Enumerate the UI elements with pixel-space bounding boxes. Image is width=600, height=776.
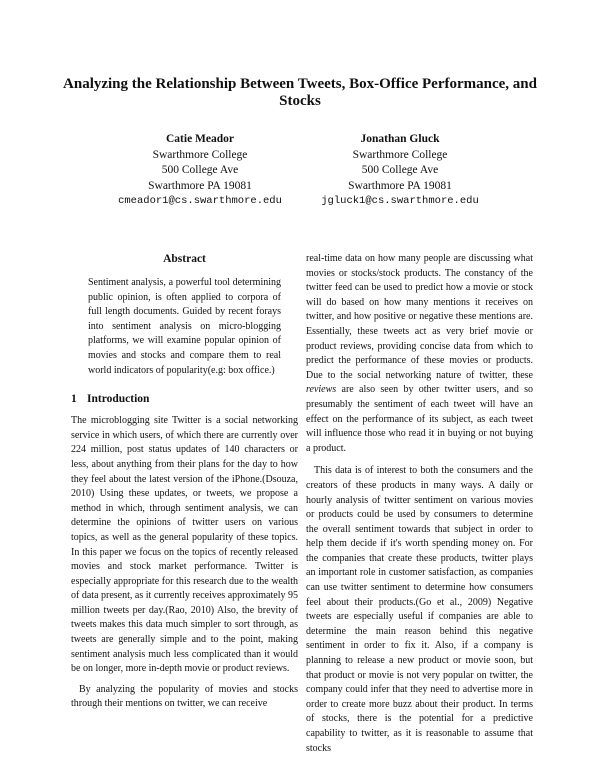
author-email: jgluck1@cs.swarthmore.edu: [321, 195, 479, 207]
author-address-line: Swarthmore PA 19081: [148, 179, 252, 192]
author-name: Catie Meador: [165, 133, 235, 145]
author-email: cmeador1@cs.swarthmore.edu: [118, 195, 282, 207]
paragraph-text: are also seen by other twitter users, and so presumably the sentiment of each tweet will have an effect on the performance of its subject, as each tweet will influence those who read it in buying or not buying a product.: [306, 384, 534, 454]
paragraph-text: real-time data on how many people are discussing what movies or stocks/stock products. The constancy of the twitter feed can be used to predict how a movie or stock will do based on how many mentions it receives on twitter, and how positive or negative these mentions are. Essentially, these tweets act as very brief movie or product reviews, providing concise data from which to predict the performance of these movies or products. Due to the social networking nature of twitter, these: [306, 253, 533, 381]
emphasized-word: reviews: [306, 384, 337, 396]
section-title: Introduction: [87, 393, 150, 406]
author-block-2: [300, 132, 500, 210]
right-column: [306, 252, 533, 756]
author-affiliation: Swarthmore College: [152, 148, 248, 161]
section-heading-introduction: [71, 392, 298, 406]
intro-paragraph-2-continued: [306, 252, 533, 456]
section-number: 1: [71, 393, 77, 406]
author-affiliation: Swarthmore College: [352, 148, 448, 161]
author-address-line: 500 College Ave: [361, 164, 439, 176]
intro-paragraph-2: By analyzing the popularity of movies and stocks through their mentions on twitter, we can receive: [71, 683, 298, 710]
paper-title: Analyzing the Relationship Between Tweets, Box-Office Performance, and Stocks: [63, 76, 537, 109]
author-address-line: Swarthmore PA 19081: [348, 179, 452, 192]
author-address-line: 500 College Ave: [161, 164, 239, 176]
abstract-text: Sentiment analysis, a powerful tool determining public opinion, is often applied to corpora of full length documents. Guided by recent forays into sentiment analysis on micro-blogging platforms, we will examine popular opinion of movies and stocks and compare them to real world indicators of popularity(e.g: box office.): [88, 277, 281, 376]
author-name: Jonathan Gluck: [360, 133, 440, 145]
intro-paragraph-1: The microblogging site Twitter is a social networking service in which users, of which there are currently over 224 million, post status updates of 140 characters or less, about anything from their plans for the day to how they feel about the latest version of the iPhone.(Dsouza, 2010) Using these updates, or tweets, we propose a method in which, through sentiment analysis, we can determine the opinions of twitter users on various topics, as well as the general popularity of these topics. In this paper we focus on the topics of recently released movies and stock market performance. Twitter is especially appropriate for this research due to the wealth of data present, as it currently receives approximately 95 million tweets per day.(Rao, 2010) Also, the brevity of tweets makes this data much simpler to sort through, as tweets are generally simple and to the point, making sentiment analysis much less complicated than it would be on longer, more in-depth movie or product reviews.: [71, 415, 298, 675]
left-column: [71, 252, 298, 712]
author-block-1: [100, 132, 300, 210]
intro-paragraph-3: This data is of interest to both the consumers and the creators of these products in many ways. A daily or hourly analysis of twitter sentiment on various movies or products could be used by consumers to determine the overall sentiment towards that subject in order to help them decide if it's worth spending money on. For the companies that create these products, twitter plays an important role in customer satisfaction, as companies can use twitter sentiment to determine how consumers feel about their products.(Go et al., 2009) Negative tweets are especially useful if companies are able to determine the main reason behind this negative sentiment in order to fix it. Also, if a company is planning to release a new product or movie soon, but that product or movie is not very popular on twitter, the company could infer that they need to advertise more in order to create more buzz about their product. In terms of stocks, there is the potential for a predictive capability to twitter, as it is reasonable to assume that stocks: [306, 465, 533, 754]
abstract-heading: Abstract: [163, 253, 206, 265]
